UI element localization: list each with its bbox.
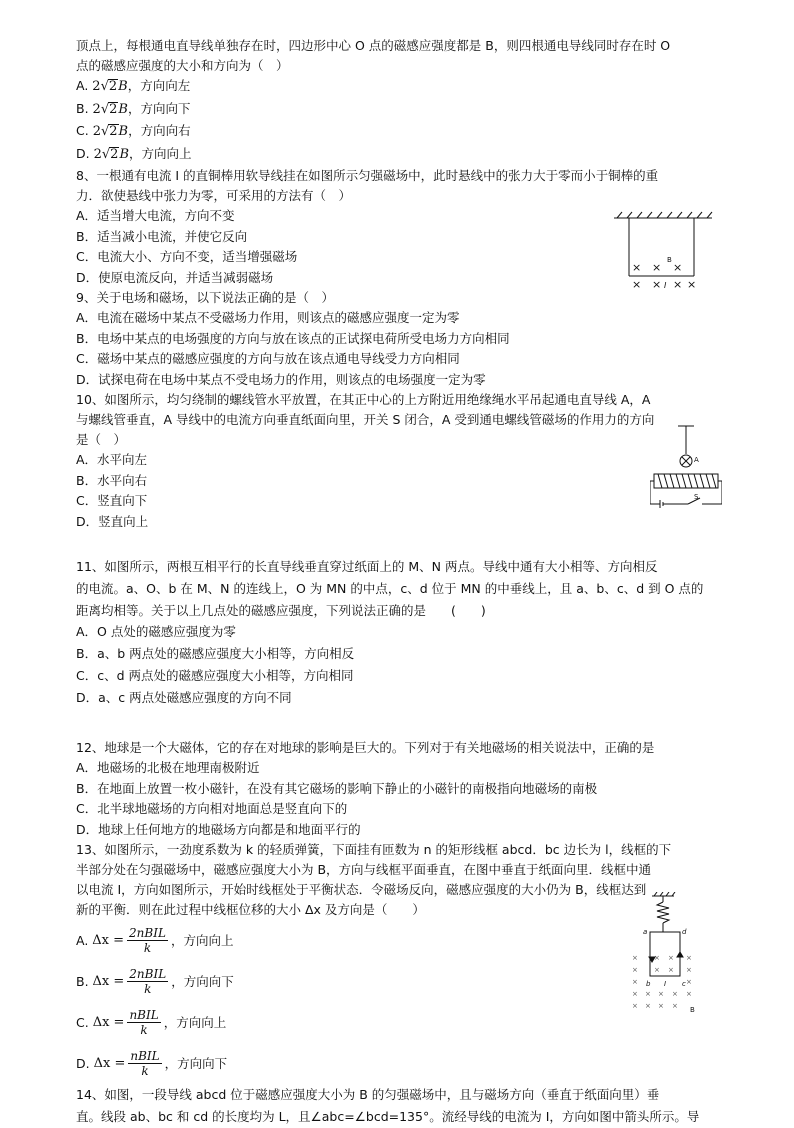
svg-text:×: × (658, 1002, 664, 1010)
svg-text:×: × (654, 954, 660, 962)
q13-label-b: b (646, 980, 651, 988)
q10-stem-line3: 是（ ） (76, 432, 127, 447)
q10-option-c: C．竖直向下 (76, 493, 148, 508)
q7-option-c: C. 2√2B，方向向右 (76, 123, 191, 139)
fraction: $\frac{\text{2nBIL}}{k}$ (129, 926, 166, 955)
q11-option-b: B．a、b 两点处的磁感应强度大小相等，方向相反 (76, 646, 355, 661)
q11-option-d: D．a、c 两点处磁感应强度的方向不同 (76, 690, 292, 705)
svg-text:×: × (632, 990, 638, 998)
q13-stem-line4: 新的平衡．则在此过程中线框位移的大小 Δx 及方向是（ ） (76, 902, 425, 917)
svg-text:×: × (668, 954, 674, 962)
q13-label-bb: B (690, 1006, 695, 1014)
q13-figure (630, 892, 698, 1016)
svg-text:×: × (632, 954, 638, 962)
q13-option-c: C. Δx = $\frac{\text{nBIL}}{k}$ ，方向向上 (76, 1008, 227, 1037)
q13-stem-line2: 半部分处在匀强磁场中，磁感应强度大小为 B，方向与线框平面垂直，在图中垂直于纸面向里．线框中通 (76, 862, 652, 877)
svg-text:×: × (645, 1002, 651, 1010)
q8-option-d: D．使原电流反向，并适当减弱磁场 (76, 269, 274, 285)
svg-text:×: × (686, 978, 692, 986)
svg-text:×: × (632, 278, 642, 291)
q13-stem-line1: 13、如图所示，一劲度系数为 k 的轻质弹簧，下面挂有匝数为 n 的矩形线框 abcd．bc 边长为 l，线框的下 (76, 842, 672, 857)
fraction: $\frac{\text{2nBIL}}{k}$ (129, 967, 167, 996)
svg-text:×: × (658, 990, 664, 998)
worksheet-page (76, 36, 718, 1128)
q9-option-d: D．试探电荷在电场中某点不受电场力的作用，则该点的电场强度一定为零 (76, 371, 486, 387)
q7-options (76, 76, 718, 166)
q10-option-b: B．水平向右 (76, 472, 148, 488)
q10-label-s: S (694, 493, 699, 501)
q7-option-a: A. 2√2B，方向向左 (76, 78, 191, 94)
svg-text:×: × (673, 278, 683, 291)
q7-option-b: B. 2√2B，方向向下 (76, 100, 191, 117)
svg-text:×: × (632, 978, 638, 986)
svg-text:×: × (672, 1002, 678, 1010)
q8-stem-line2: 力．欲使悬线中张力为零，可采用的方法有（ ） (76, 188, 352, 203)
q11-stem-line2: 的电流。a、O、b 在 M、N 的连线上，O 为 MN 的中点，c、d 位于 MN 的中垂线上，且 a、b、c、d 到 O 点的 (76, 581, 704, 596)
q12-option-d: D．地球上任何地方的地磁场方向都是和地面平行的 (76, 821, 361, 837)
svg-text:×: × (687, 278, 697, 291)
q9-option-b: B．电场中某点的电场强度的方向与放在该点的正试探电荷所受电场力方向相同 (76, 330, 510, 346)
q10-label-a: A (694, 456, 699, 464)
q14-stem-line1: 14、如图，一段导线 abcd 位于磁感应强度大小为 B 的匀强磁场中，且与磁场方向（垂直于纸面向里）垂 (76, 1087, 660, 1102)
q13-option-a: A. Δx = $\frac{\text{2nBIL}}{k}$ ，方向向上 (76, 926, 234, 955)
q7-stem-line2: 点的磁感应强度的大小和方向为（ ） (76, 58, 289, 73)
svg-text:×: × (668, 966, 674, 974)
q10-figure (650, 424, 722, 510)
q11-stem-line1: 11、如图所示，两根互相平行的长直导线垂直穿过纸面上的 M、N 两点。导线中通有大小相等、方向相反 (76, 559, 658, 574)
fraction: $\frac{\text{nBIL}}{k}$ (130, 1049, 160, 1078)
svg-text:×: × (632, 261, 642, 274)
q8-label-i: I (664, 281, 667, 290)
q12-stem: 12、地球是一个大磁体，它的存在对地球的影响是巨大的。下列对于有关地磁场的相关说法中，正确的是 (76, 740, 655, 755)
q10-option-d: D．竖直向上 (76, 513, 149, 529)
svg-text:×: × (686, 990, 692, 998)
q13-label-d: d (682, 928, 687, 936)
svg-text:×: × (654, 966, 660, 974)
q12-option-a: A．地磁场的北极在地理南极附近 (76, 760, 260, 775)
q10-stem-line1: 10、如图所示，均匀绕制的螺线管水平放置，在其正中心的上方附近用绝缘绳水平吊起通电直导线 A，A (76, 392, 651, 407)
q9-stem: 9、关于电场和磁场，以下说法正确的是（ ） (76, 290, 334, 305)
q13-option-d: D. Δx = $\frac{\text{nBIL}}{k}$ ，方向向下 (76, 1049, 228, 1078)
q12-option-c: C．北半球地磁场的方向相对地面总是竖直向下的 (76, 801, 348, 816)
q10-stem-line2: 与螺线管垂直，A 导线中的电流方向垂直纸面向里，开关 S 闭合，A 受到通电螺线管磁场的作用力的方向 (76, 412, 655, 427)
svg-text:×: × (645, 990, 651, 998)
svg-text:×: × (673, 261, 683, 274)
q10-option-a: A．水平向左 (76, 452, 148, 467)
q8-option-a: A．适当增大电流，方向不变 (76, 208, 235, 223)
q12-option-b: B．在地面上放置一枚小磁针，在没有其它磁场的影响下静止的小磁针的南极指向地磁场的南极 (76, 780, 598, 796)
q11-stem-line3: 距离均相等。关于以上几点处的磁感应强度，下列说法正确的是 ( ) (76, 603, 486, 618)
q7-option-d: D. 2√2B，方向向上 (76, 145, 192, 162)
svg-text:×: × (652, 278, 662, 291)
svg-text:×: × (672, 990, 678, 998)
svg-text:×: × (632, 966, 638, 974)
q13-label-i: I (664, 980, 667, 988)
q9-option-c: C．磁场中某点的磁感应强度的方向与放在该点通电导线受力方向相同 (76, 351, 460, 366)
q8-option-c: C．电流大小、方向不变，适当增强磁场 (76, 249, 298, 264)
q13-label-a: a (643, 928, 648, 936)
q14-stem-line2: 直。线段 ab、bc 和 cd 的长度均为 L，且∠abc=∠bcd=135°。流经导线的电流为 I，方向如图中箭头所示。导 (76, 1109, 700, 1124)
svg-text:×: × (686, 954, 692, 962)
q11-option-c: C．c、d 两点处的磁感应强度大小相等，方向相同 (76, 668, 354, 683)
svg-text:×: × (632, 1002, 638, 1010)
q11-option-a: A．O 点处的磁感应强度为零 (76, 624, 236, 639)
svg-text:×: × (652, 261, 662, 274)
q8-figure (612, 210, 714, 292)
q13-label-c: c (682, 980, 686, 988)
q13-option-b: B. Δx = $\frac{\text{2nBIL}}{k}$ ，方向向下 (76, 967, 234, 996)
current-arrow-icon (677, 952, 683, 957)
q8-option-b: B．适当减小电流，并使它反向 (76, 228, 248, 244)
svg-text:×: × (686, 966, 692, 974)
q8-label-b: B (667, 256, 672, 264)
q8-stem-line1: 8、一根通有电流 I 的直铜棒用软导线挂在如图所示匀强磁场中，此时悬线中的张力大于零而小于铜棒的重 (76, 168, 659, 183)
q9-option-a: A．电流在磁场中某点不受磁场力作用，则该点的磁感应强度一定为零 (76, 310, 460, 325)
q13-stem-line3: 以电流 I，方向如图所示，开始时线框处于平衡状态．令磁场反向，磁感应强度的大小仍为 B，线框达到 (76, 882, 647, 897)
fraction: $\frac{\text{nBIL}}{k}$ (129, 1008, 159, 1037)
q7-stem-line1: 顶点上，每根通电直导线单独存在时，四边形中心 O 点的磁感应强度都是 B，则四根通电导线同时存在时 O (76, 38, 671, 53)
